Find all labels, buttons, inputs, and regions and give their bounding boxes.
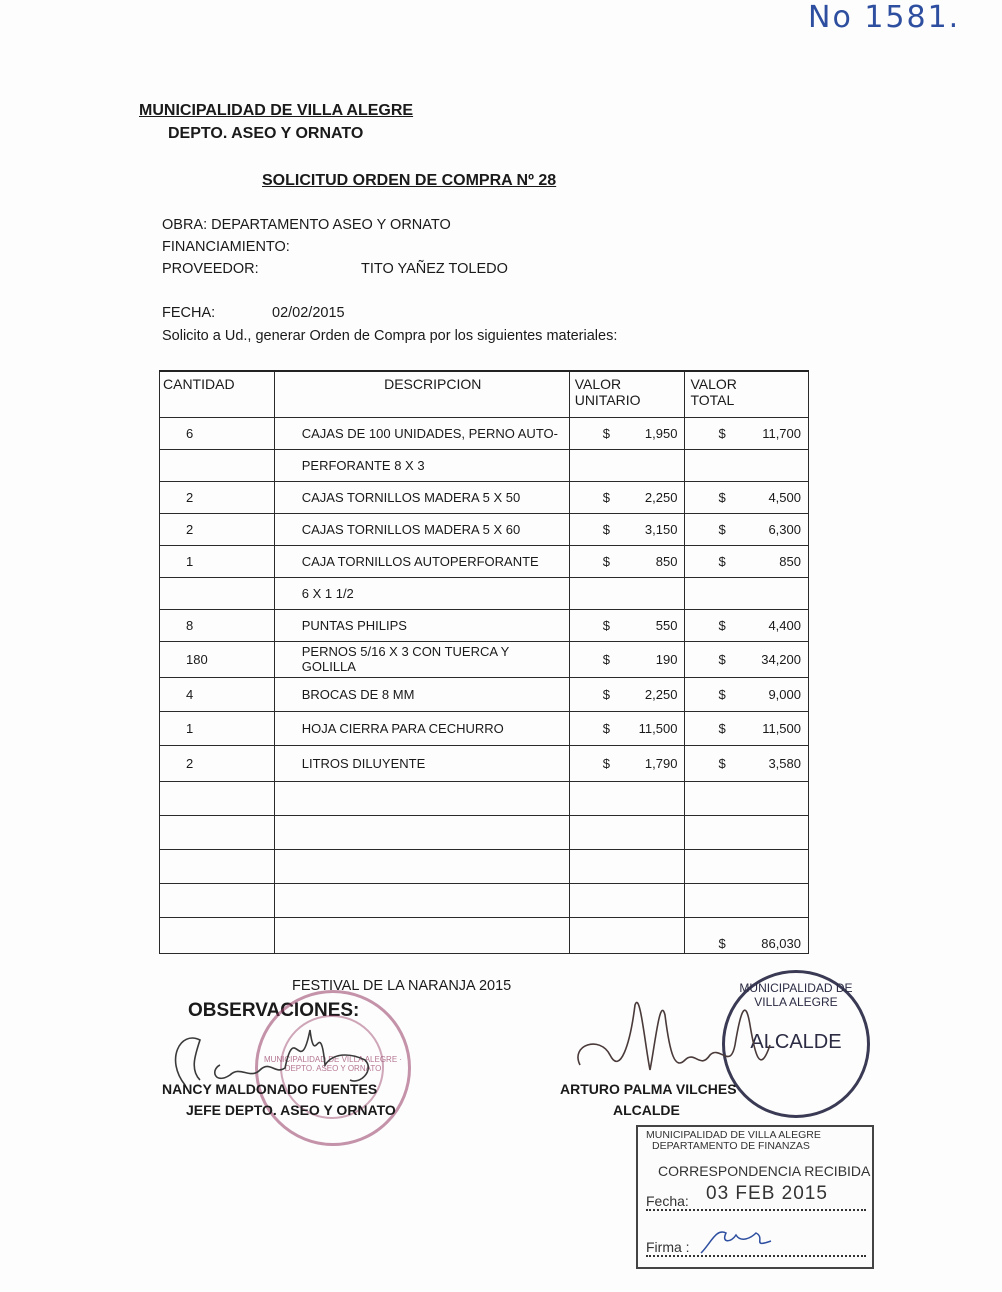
unit-price: 11,500 <box>638 720 678 736</box>
line-total: 34,200 <box>761 651 801 667</box>
alcalde-seal-ring-text: MUNICIPALIDAD DE VILLA ALEGRE <box>739 981 853 1009</box>
table-row <box>160 513 809 545</box>
currency-sign: $ <box>718 425 726 441</box>
table-row <box>160 609 809 641</box>
cell-cantidad: 1 <box>160 545 275 577</box>
received-line2: DEPARTAMENTO DE FINANZAS <box>652 1140 810 1152</box>
cell-descripcion: CAJAS TORNILLOS MADERA 5 X 60 <box>274 513 569 545</box>
currency-sign: $ <box>718 686 726 702</box>
grand-total: 86,030 <box>761 935 801 951</box>
cell-cantidad: 2 <box>160 745 275 781</box>
table-row <box>160 711 809 745</box>
items-table <box>159 370 809 954</box>
unit-price: 1,950 <box>644 425 678 441</box>
cell-descripcion: PERFORANTE 8 X 3 <box>274 449 569 481</box>
cell-valor-unitario <box>569 577 685 609</box>
cell-valor-unitario <box>569 545 685 577</box>
cell-valor-unitario <box>569 641 685 677</box>
unit-price: 1,790 <box>644 755 678 771</box>
unit-price: 3,150 <box>644 521 678 537</box>
line-total: 11,500 <box>762 720 801 736</box>
signature-nancy-icon <box>160 1010 420 1090</box>
line-total: 9,000 <box>768 686 801 702</box>
cell-valor-total <box>685 577 809 609</box>
cell-cantidad: 4 <box>160 677 275 711</box>
table-header-row <box>160 371 809 417</box>
header-unit-line2: UNITARIO <box>574 392 641 408</box>
empty-row <box>160 815 809 849</box>
unit-price: 2,250 <box>644 686 678 702</box>
obra-line: OBRA: DEPARTAMENTO ASEO Y ORNATO <box>162 217 451 233</box>
cell-valor-total <box>685 745 809 781</box>
line-total: 3,580 <box>768 755 801 771</box>
cell-valor-unitario <box>569 417 685 449</box>
cell-cantidad: 1 <box>160 711 275 745</box>
cell-valor-total <box>685 545 809 577</box>
grand-total-cell <box>685 917 809 953</box>
currency-sign: $ <box>602 686 610 702</box>
cell-descripcion: 6 X 1 1/2 <box>274 577 569 609</box>
cell-cantidad: 2 <box>160 513 275 545</box>
signature-arturo-icon <box>570 985 790 1085</box>
cell-cantidad: 180 <box>160 641 275 677</box>
signer2-name: ARTURO PALMA VILCHES <box>560 1081 737 1097</box>
currency-sign: $ <box>602 651 610 667</box>
cell-descripcion: CAJAS TORNILLOS MADERA 5 X 50 <box>274 481 569 513</box>
empty-row <box>160 849 809 883</box>
table-row <box>160 577 809 609</box>
cell-valor-total <box>685 481 809 513</box>
empty-row <box>160 883 809 917</box>
unit-price: 550 <box>655 617 678 633</box>
alcalde-seal-center-text: ALCALDE <box>750 1031 842 1053</box>
table-row <box>160 745 809 781</box>
handwritten-document-number: No 1581. <box>808 0 961 35</box>
cell-valor-total <box>685 609 809 641</box>
line-total: 850 <box>779 553 801 569</box>
cell-valor-unitario <box>569 677 685 711</box>
cell-valor-total <box>685 677 809 711</box>
currency-sign: $ <box>718 935 726 951</box>
header-valor-total <box>685 371 809 417</box>
table-row <box>160 417 809 449</box>
header-total-line1: VALOR <box>690 376 737 392</box>
currency-sign: $ <box>602 720 610 736</box>
received-fecha-label: Fecha: <box>646 1193 866 1211</box>
currency-sign: $ <box>718 553 726 569</box>
line-total: 6,300 <box>768 521 801 537</box>
received-line3: CORRESPONDENCIA RECIBIDA <box>658 1163 871 1179</box>
header-valor-unitario <box>569 371 685 417</box>
cell-descripcion: PUNTAS PHILIPS <box>274 609 569 641</box>
unit-price: 190 <box>655 651 678 667</box>
cell-cantidad: 8 <box>160 609 275 641</box>
dept-seal-text: MUNICIPALIDAD DE VILLA ALEGRE · DEPTO. ASEO Y ORNATO <box>263 1055 403 1073</box>
cell-descripcion: PERNOS 5/16 X 3 CON TUERCA Y GOLILLA <box>274 641 569 677</box>
currency-sign: $ <box>718 651 726 667</box>
received-stamp-header <box>646 1130 821 1152</box>
cell-valor-total <box>685 513 809 545</box>
cell-valor-total <box>685 449 809 481</box>
fecha-label: FECHA: <box>162 305 216 321</box>
cell-cantidad <box>160 449 275 481</box>
header-descripcion: DESCRIPCION <box>274 371 569 417</box>
page-title: SOLICITUD ORDEN DE COMPRA Nº 28 <box>262 172 557 189</box>
cell-valor-total <box>685 641 809 677</box>
currency-sign: $ <box>602 425 610 441</box>
currency-sign: $ <box>718 489 726 505</box>
cell-valor-unitario <box>569 481 685 513</box>
cell-cantidad: 6 <box>160 417 275 449</box>
cell-valor-unitario <box>569 609 685 641</box>
cell-descripcion: LITROS DILUYENTE <box>274 745 569 781</box>
cell-valor-unitario <box>569 711 685 745</box>
received-stamp <box>636 1125 874 1269</box>
currency-sign: $ <box>602 617 610 633</box>
signer1-name: NANCY MALDONADO FUENTES <box>162 1081 378 1097</box>
received-date: 03 FEB 2015 <box>706 1183 828 1204</box>
header-unit-line1: VALOR <box>574 376 622 392</box>
currency-sign: $ <box>602 755 610 771</box>
financiamiento-label: FINANCIAMIENTO: <box>162 239 290 255</box>
signer1-role: JEFE DEPTO. ASEO Y ORNATO <box>186 1102 396 1118</box>
received-line1: MUNICIPALIDAD DE VILLA ALEGRE <box>646 1129 821 1141</box>
table-row <box>160 545 809 577</box>
cell-descripcion: BROCAS DE 8 MM <box>274 677 569 711</box>
org-title: MUNICIPALIDAD DE VILLA ALEGRE <box>139 102 414 119</box>
currency-sign: $ <box>718 755 726 771</box>
request-text: Solicito a Ud., generar Orden de Compra por los siguientes materiales: <box>162 328 618 344</box>
festival-note: FESTIVAL DE LA NARANJA 2015 <box>292 978 512 994</box>
cell-descripcion: CAJAS DE 100 UNIDADES, PERNO AUTO- <box>274 417 569 449</box>
cell-descripcion: HOJA CIERRA PARA CECHURRO <box>274 711 569 745</box>
line-total: 4,400 <box>768 617 801 633</box>
received-firma-label: Firma : <box>646 1239 866 1257</box>
currency-sign: $ <box>718 521 726 537</box>
received-initials-icon <box>696 1223 786 1257</box>
proveedor-label: PROVEEDOR: <box>162 261 259 277</box>
currency-sign: $ <box>602 553 610 569</box>
cell-descripcion: CAJA TORNILLOS AUTOPERFORANTE <box>274 545 569 577</box>
currency-sign: $ <box>718 720 726 736</box>
currency-sign: $ <box>718 617 726 633</box>
header-total-line2: TOTAL <box>690 392 735 408</box>
cell-valor-unitario <box>569 513 685 545</box>
cell-valor-unitario <box>569 745 685 781</box>
empty-row <box>160 781 809 815</box>
cell-valor-unitario <box>569 449 685 481</box>
fecha-value: 02/02/2015 <box>272 305 345 321</box>
header-cantidad: CANTIDAD <box>160 371 275 417</box>
total-row <box>160 917 809 953</box>
line-total: 4,500 <box>768 489 801 505</box>
cell-cantidad <box>160 577 275 609</box>
unit-price: 850 <box>655 553 678 569</box>
currency-sign: $ <box>602 521 610 537</box>
proveedor-value: TITO YAÑEZ TOLEDO <box>361 261 508 277</box>
line-total: 11,700 <box>762 425 801 441</box>
cell-valor-total <box>685 417 809 449</box>
table-row <box>160 641 809 677</box>
table-row <box>160 677 809 711</box>
cell-valor-total <box>685 711 809 745</box>
table-row <box>160 449 809 481</box>
table-row <box>160 481 809 513</box>
cell-cantidad: 2 <box>160 481 275 513</box>
signer2-role: ALCALDE <box>613 1102 680 1118</box>
unit-price: 2,250 <box>644 489 678 505</box>
observaciones-label: OBSERVACIONES: <box>188 1000 360 1021</box>
dept-title: DEPTO. ASEO Y ORNATO <box>168 125 364 142</box>
currency-sign: $ <box>602 489 610 505</box>
